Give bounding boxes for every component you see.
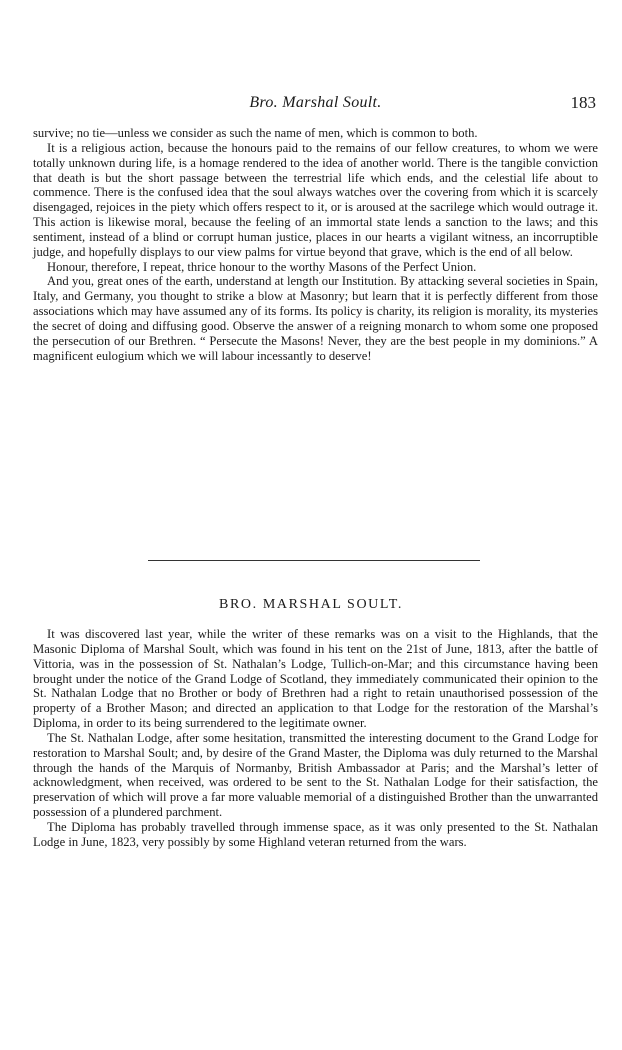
paragraph: Honour, therefore, I repeat, thrice honour to the worthy Masons of the Perfect Union.	[47, 259, 477, 274]
paragraph: The St. Nathalan Lodge, after some hesitation, transmitted the interesting document to the Grand Lodge for restoration to Marshal Soult; and, by desire of the Grand Master, the Diploma was duly returned to the Marshal through the hands of the Marquis of Normanby, British Ambassador at Paris; and the Marshal’s letter of acknowledgment, when received, was ordered to be sent to the St. Nathalan Lodge for their satisfaction, the preservation of which will prove a far more valuable memorial of a distinguished Brother than the unwarranted possession of a plundered parchment.	[33, 730, 598, 820]
paragraph: survive; no tie—unless we consider as such the name of men, which is common to both.	[33, 126, 478, 140]
paragraph: It was discovered last year, while the writer of these remarks was on a visit to the Highlands, that the Masonic Diploma of Marshal Soult, which was found in his tent on the 21st of June, 1813, after the battle of Vittoria, was in the possession of St. Nathalan’s Lodge, Tullich-on-Mar; and this circumstance having been brought under the notice of the Grand Lodge of Scotland, they immediately communicated their opinion to the St. Nathalan Lodge that no Brother or body of Brethren had a right to retain unauthorised possession of the property of a Brother Mason; and directed an application to that Lodge for the restoration of the Marshal’s Diploma, in order to its being surrendered to the legitimate owner.	[33, 627, 598, 731]
paragraph: And you, great ones of the earth, understand at length our Institution. By attacking several societies in Spain, Italy, and Germany, you thought to strike a blow at Masonry; but learn that it is perfectly different from those associations which may have assumed any of its forms. Its policy is charity, its religion is morality, its mysteries the secret of doing and diffusing good. Observe the answer of a reigning monarch to whom some one proposed the persecution of our Brethren. “ Persecute the Masons! Never, they are the best people in my dominions.” A magnificent eulogium which we will labour incessantly to deserve!	[33, 274, 598, 363]
paragraph: The Diploma has probably travelled through immense space, as it was only presented to the St. Nathalan Lodge in June, 1823, very possibly by some Highland veteran returned from the wars.	[33, 819, 598, 849]
running-head	[33, 94, 598, 118]
running-title: Bro. Marshal Soult.	[249, 94, 382, 111]
continued-article	[33, 126, 598, 364]
section-divider	[148, 560, 480, 561]
paragraph: It is a religious action, because the honours paid to the remains of our fellow creatures, to whom we were totally unknown during life, is a homage rendered to the idea of another world. There is the tangible conviction that death is but the short passage between the terrestrial life which ends, and the celestial life about to commence. There is the confused idea that the soul always watches over the covering from which it is scarcely disengaged, rejoices in the piety which offers respect to it, or is aroused at the sacrilege which would outrage it. This action is likewise moral, because the feeling of an immortal state lends a sanction to the laws; and this sentiment, instead of a blind or corrupt human justice, places in our hearts a vigilant witness, an incorruptible judge, and hopefully displays to our view palms for virtue beyond that grave, which is the end of all below.	[33, 140, 598, 259]
section-heading: BRO. MARSHAL SOULT.	[219, 597, 403, 612]
article-body	[33, 627, 598, 850]
page-number: 183	[570, 93, 596, 112]
